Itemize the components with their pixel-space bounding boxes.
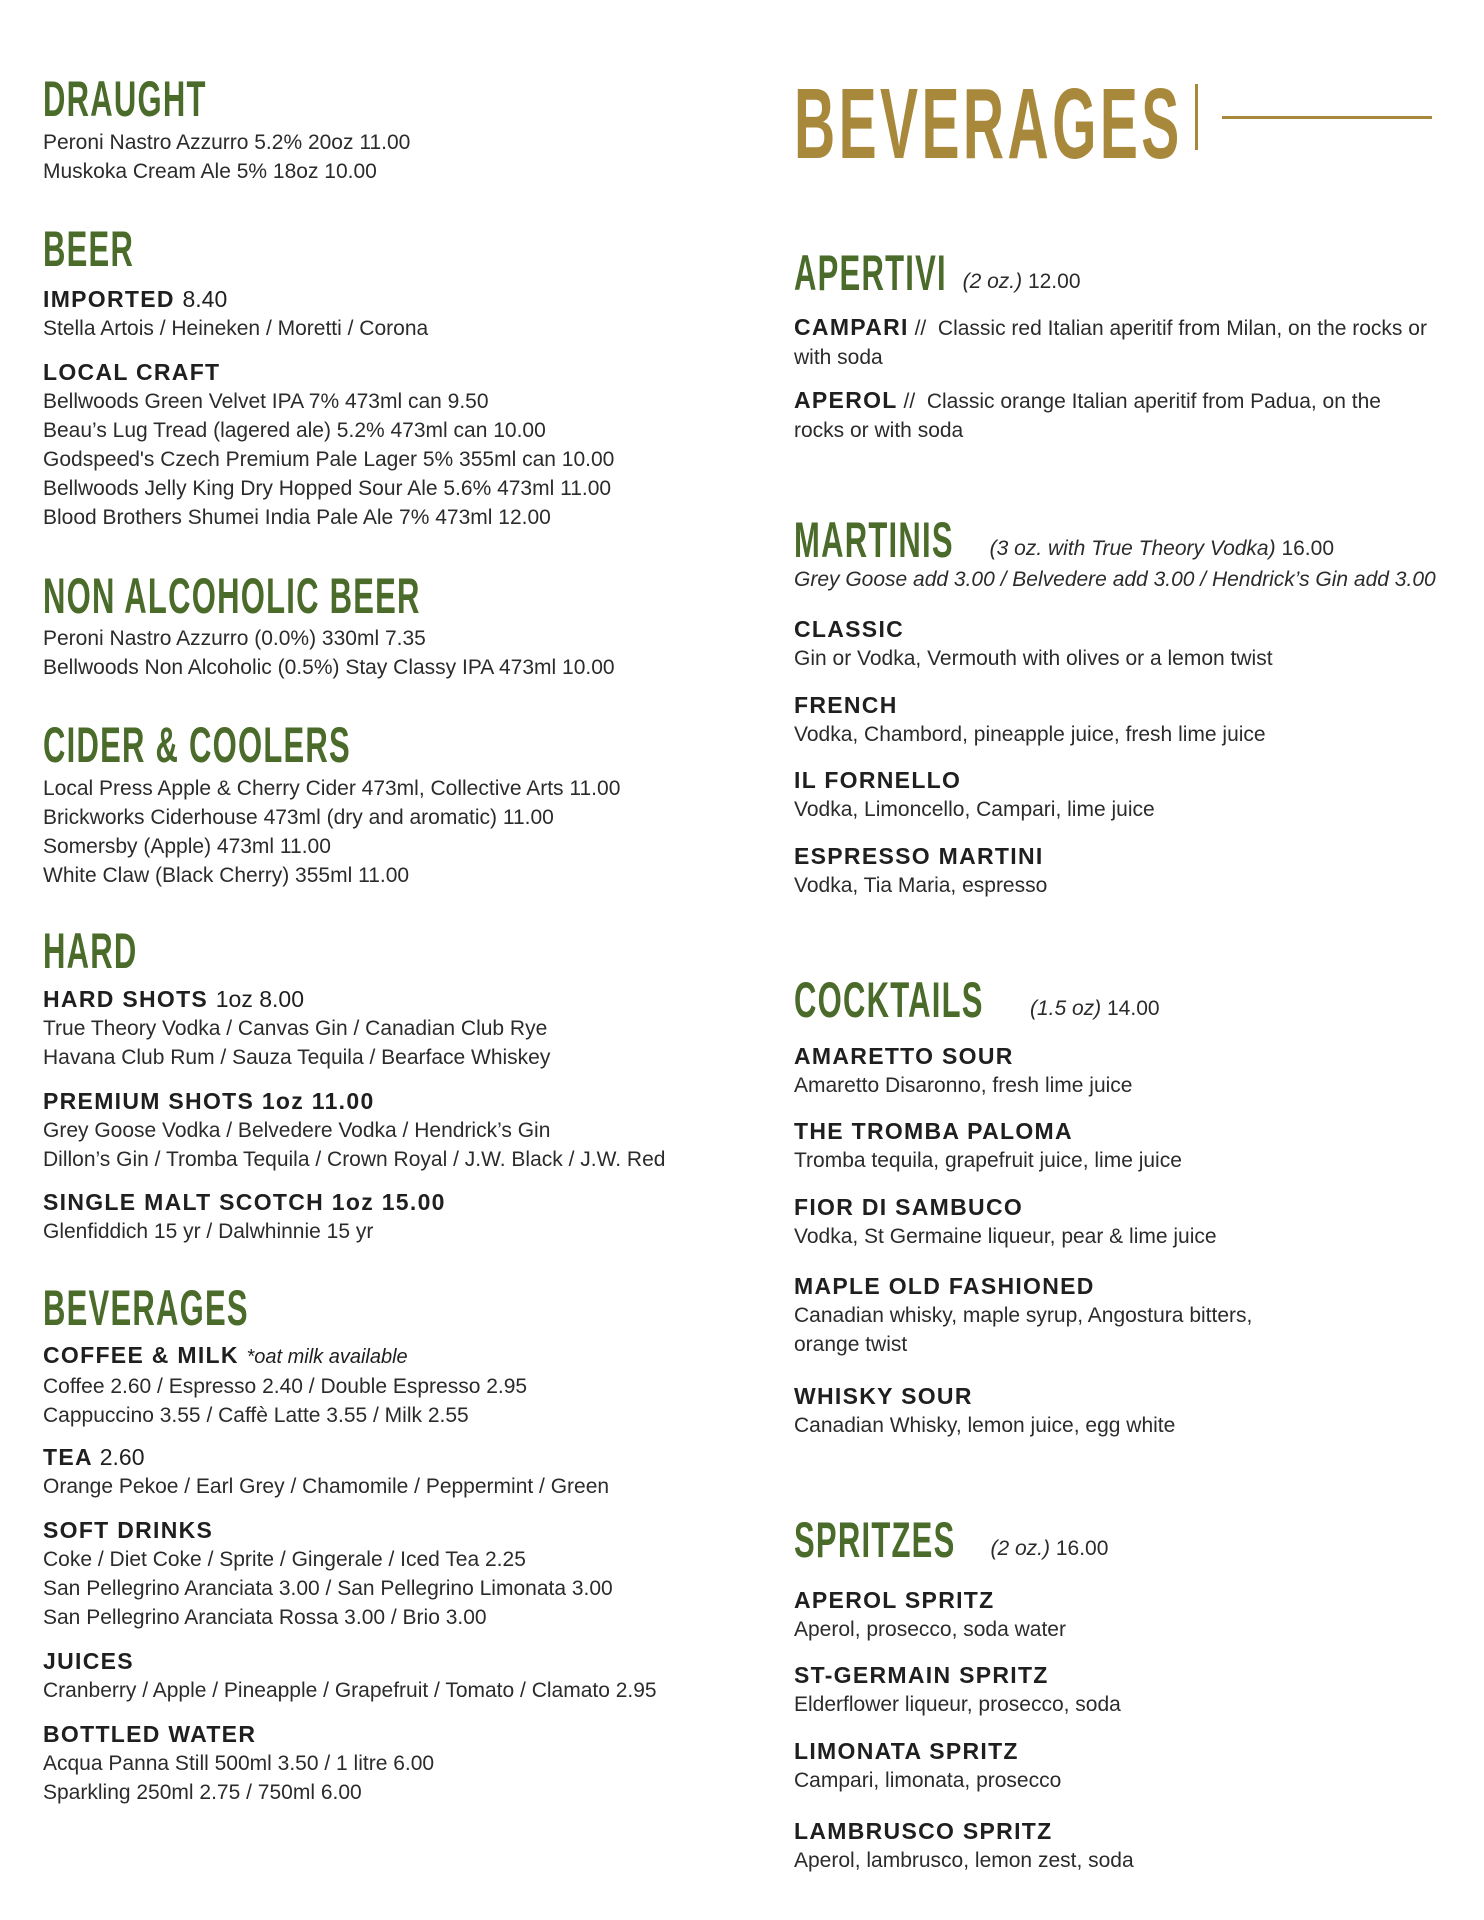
heading-martinis: MARTINIS: [794, 512, 954, 568]
subheading-local-craft: LOCAL CRAFT: [43, 359, 221, 385]
subheading-bottled-water: BOTTLED WATER: [43, 1721, 257, 1747]
single-malt: [43, 1187, 446, 1246]
bottled-water: [43, 1719, 434, 1807]
list-item: Coffee 2.60 / Espresso 2.40 / Double Espresso 2.95: [43, 1375, 528, 1398]
list-item: Bellwoods Jelly King Dry Hopped Sour Ale 5.6% 473ml 11.00: [43, 477, 612, 500]
section-draught: [43, 71, 307, 127]
soft-drinks: [43, 1515, 613, 1632]
cider-list: [43, 774, 620, 890]
item-name: FIOR DI SAMBUCO: [794, 1194, 1024, 1220]
item-name: ST-GERMAIN SPRITZ: [794, 1662, 1049, 1688]
item-name: CAMPARI: [794, 314, 909, 340]
coffee-milk: [43, 1340, 527, 1430]
menu-item-french: [794, 690, 1266, 749]
list-item: Cappuccino 3.55 / Caffè Latte 3.55 / Milk 2.55: [43, 1404, 469, 1427]
apertivi-size: (2 oz.): [962, 270, 1023, 293]
list-item: Peroni Nastro Azzurro 5.2% 20oz 11.00: [43, 131, 411, 154]
subheading-premium-shots: PREMIUM SHOTS 1oz 11.00: [43, 1088, 375, 1114]
item-desc: Tromba tequila, grapefruit juice, lime juice: [794, 1149, 1182, 1172]
item-desc: Vodka, St Germaine liqueur, pear & lime juice: [794, 1225, 1217, 1248]
item-name: LAMBRUSCO SPRITZ: [794, 1818, 1053, 1844]
item-name: APEROL: [794, 387, 898, 413]
cocktails-size: (1.5 oz): [1029, 997, 1102, 1020]
subheading-hard-shots: HARD SHOTS: [43, 986, 209, 1012]
spritzes-size: (2 oz.): [990, 1537, 1050, 1560]
hard-shots: [43, 984, 550, 1072]
item-name: LIMONATA SPRITZ: [794, 1738, 1019, 1764]
list-item: Bellwoods Non Alcoholic (0.5%) Stay Classy IPA 473ml 10.00: [43, 656, 615, 679]
item-desc: Canadian whisky, maple syrup, Angostura bitters, orange twist: [794, 1304, 1253, 1356]
tea-price: 2.60: [99, 1444, 145, 1470]
list-item: Acqua Panna Still 500ml 3.50 / 1 litre 6.00: [43, 1752, 435, 1775]
item-name: MAPLE OLD FASHIONED: [794, 1273, 1095, 1299]
section-hard: [43, 923, 195, 979]
list-item: Somersby (Apple) 473ml 11.00: [43, 835, 331, 858]
imported-price: 8.40: [182, 286, 228, 312]
oat-milk-note: *oat milk available: [246, 1346, 408, 1368]
item-name: WHISKY SOUR: [794, 1383, 973, 1409]
draught-list: [43, 128, 410, 186]
hard-shots-price: 1oz 8.00: [215, 986, 305, 1012]
item-desc: Vodka, Chambord, pineapple juice, fresh lime juice: [794, 723, 1266, 746]
item-name: FRENCH: [794, 692, 898, 718]
section-beer: [43, 221, 190, 277]
title-divider-bar: [1195, 84, 1198, 150]
list-item: Blood Brothers Shumei India Pale Ale 7% 473ml 12.00: [43, 506, 551, 529]
list-item: True Theory Vodka / Canvas Gin / Canadian Club Rye: [43, 1017, 548, 1040]
juices: [43, 1646, 657, 1705]
item-name: APEROL SPRITZ: [794, 1587, 995, 1613]
subheading-soft-drinks: SOFT DRINKS: [43, 1517, 214, 1543]
subheading-tea: TEA: [43, 1444, 93, 1470]
section-martinis: [794, 512, 1444, 568]
section-apertivi: [794, 245, 1444, 301]
menu-item-il-fornello: [794, 765, 1155, 824]
item-desc: Vodka, Limoncello, Campari, lime juice: [794, 798, 1155, 821]
item-desc: Campari, limonata, prosecco: [794, 1769, 1062, 1792]
list-item: Sparkling 250ml 2.75 / 750ml 6.00: [43, 1781, 362, 1804]
heading-cocktails: COCKTAILS: [794, 972, 984, 1028]
beer-imported: [43, 284, 428, 343]
page-title: BEVERAGES: [794, 68, 1183, 180]
item-desc: Canadian Whisky, lemon juice, egg white: [794, 1414, 1176, 1437]
spritzes-price: 16.00: [1055, 1537, 1109, 1560]
heading-beer: BEER: [43, 221, 135, 277]
martinis-size: (3 oz. with True Theory Vodka): [989, 537, 1276, 560]
list-item: Godspeed's Czech Premium Pale Lager 5% 355ml can 10.00: [43, 448, 615, 471]
item-desc: Classic orange Italian aperitif from Padua, on the rocks or with soda: [794, 390, 1381, 442]
heading-beverages: BEVERAGES: [43, 1280, 249, 1336]
menu-item-tromba-paloma: [794, 1116, 1182, 1175]
heading-non-alcoholic: NON ALCOHOLIC BEER: [43, 568, 421, 624]
item-desc: Classic red Italian aperitif from Milan, on the rocks or with soda: [794, 317, 1427, 369]
section-spritzes: [794, 1512, 1444, 1568]
heading-draught: DRAUGHT: [43, 71, 207, 127]
beer-local-craft: [43, 357, 614, 532]
apertivi-price: 12.00: [1027, 270, 1081, 293]
list-item: San Pellegrino Aranciata 3.00 / San Pellegrino Limonata 3.00: [43, 1577, 613, 1600]
menu-item-amaretto-sour: [794, 1041, 1132, 1100]
menu-item-lambrusco-spritz: [794, 1816, 1134, 1875]
subheading-juices: JUICES: [43, 1648, 134, 1674]
martinis-price: 16.00: [1281, 537, 1335, 560]
menu-item-aperol: [794, 386, 1434, 445]
section-cocktails: [794, 972, 1444, 1028]
item-desc: Vodka, Tia Maria, espresso: [794, 874, 1048, 897]
section-cider: [43, 717, 540, 773]
item-desc: Aperol, prosecco, soda water: [794, 1618, 1066, 1641]
list-item: Coke / Diet Coke / Sprite / Gingerale / Iced Tea 2.25: [43, 1548, 526, 1571]
section-beverages: [43, 1280, 375, 1336]
list-item: San Pellegrino Aranciata Rossa 3.00 / Brio 3.00: [43, 1606, 487, 1629]
list-item: Cranberry / Apple / Pineapple / Grapefruit / Tomato / Clamato 2.95: [43, 1679, 657, 1702]
menu-item-campari: [794, 313, 1434, 372]
list-item: Brickworks Ciderhouse 473ml (dry and aromatic) 11.00: [43, 806, 554, 829]
cocktails-price: 14.00: [1107, 997, 1160, 1020]
menu-item-whisky-sour: [794, 1381, 1175, 1440]
subheading-coffee: COFFEE & MILK: [43, 1342, 239, 1368]
list-item: Local Press Apple & Cherry Cider 473ml, Collective Arts 11.00: [43, 777, 621, 800]
list-item: Grey Goose Vodka / Belvedere Vodka / Hendrick’s Gin: [43, 1119, 551, 1142]
menu-item-st-germain-spritz: [794, 1660, 1121, 1719]
section-non-alcoholic: [43, 568, 652, 624]
item-separator: //: [897, 390, 916, 413]
non-alcoholic-list: [43, 624, 615, 682]
list-item: Peroni Nastro Azzurro (0.0%) 330ml 7.35: [43, 627, 426, 650]
item-name: IL FORNELLO: [794, 767, 962, 793]
heading-hard: HARD: [43, 923, 138, 979]
tea: [43, 1442, 609, 1501]
list-item: Muskoka Cream Ale 5% 18oz 10.00: [43, 160, 377, 183]
menu-item-espresso-martini: [794, 841, 1047, 900]
heading-apertivi: APERTIVI: [794, 245, 947, 301]
menu-item-maple-old-fashioned: [794, 1271, 1314, 1359]
item-name: AMARETTO SOUR: [794, 1043, 1014, 1069]
item-desc: Aperol, lambrusco, lemon zest, soda: [794, 1849, 1134, 1872]
heading-spritzes: SPRITZES: [794, 1512, 956, 1568]
premium-shots: [43, 1086, 665, 1174]
menu-item-fior-di-sambuco: [794, 1192, 1217, 1251]
list-item: Glenfiddich 15 yr / Dalwhinnie 15 yr: [43, 1220, 374, 1243]
heading-cider: CIDER & COOLERS: [43, 717, 351, 773]
menu-item-aperol-spritz: [794, 1585, 1066, 1644]
item-name: CLASSIC: [794, 616, 905, 642]
list-item: Dillon’s Gin / Tromba Tequila / Crown Royal / J.W. Black / J.W. Red: [43, 1148, 666, 1171]
item-desc: Amaretto Disaronno, fresh lime juice: [794, 1074, 1133, 1097]
item-desc: Gin or Vodka, Vermouth with olives or a lemon twist: [794, 647, 1273, 670]
list-item: Havana Club Rum / Sauza Tequila / Bearface Whiskey: [43, 1046, 551, 1069]
list-item: Bellwoods Green Velvet IPA 7% 473ml can 9.50: [43, 390, 489, 413]
title-divider-line: [1222, 116, 1432, 119]
item-desc: Elderflower liqueur, prosecco, soda: [794, 1693, 1121, 1716]
menu-item-limonata-spritz: [794, 1736, 1061, 1795]
subheading-imported: IMPORTED: [43, 286, 175, 312]
list-item: White Claw (Black Cherry) 355ml 11.00: [43, 864, 410, 887]
list-item: Orange Pekoe / Earl Grey / Chamomile / Peppermint / Green: [43, 1475, 610, 1498]
list-item: Beau’s Lug Tread (lagered ale) 5.2% 473ml can 10.00: [43, 419, 546, 442]
item-name: THE TROMBA PALOMA: [794, 1118, 1073, 1144]
list-item: Stella Artois / Heineken / Moretti / Corona: [43, 317, 429, 340]
item-name: ESPRESSO MARTINI: [794, 843, 1044, 869]
menu-item-classic: [794, 614, 1273, 673]
subheading-single-malt: SINGLE MALT SCOTCH 1oz 15.00: [43, 1189, 446, 1215]
item-separator: //: [908, 317, 927, 340]
martini-addons: Grey Goose add 3.00 / Belvedere add 3.00 / Hendrick’s Gin add 3.00: [794, 568, 1436, 591]
